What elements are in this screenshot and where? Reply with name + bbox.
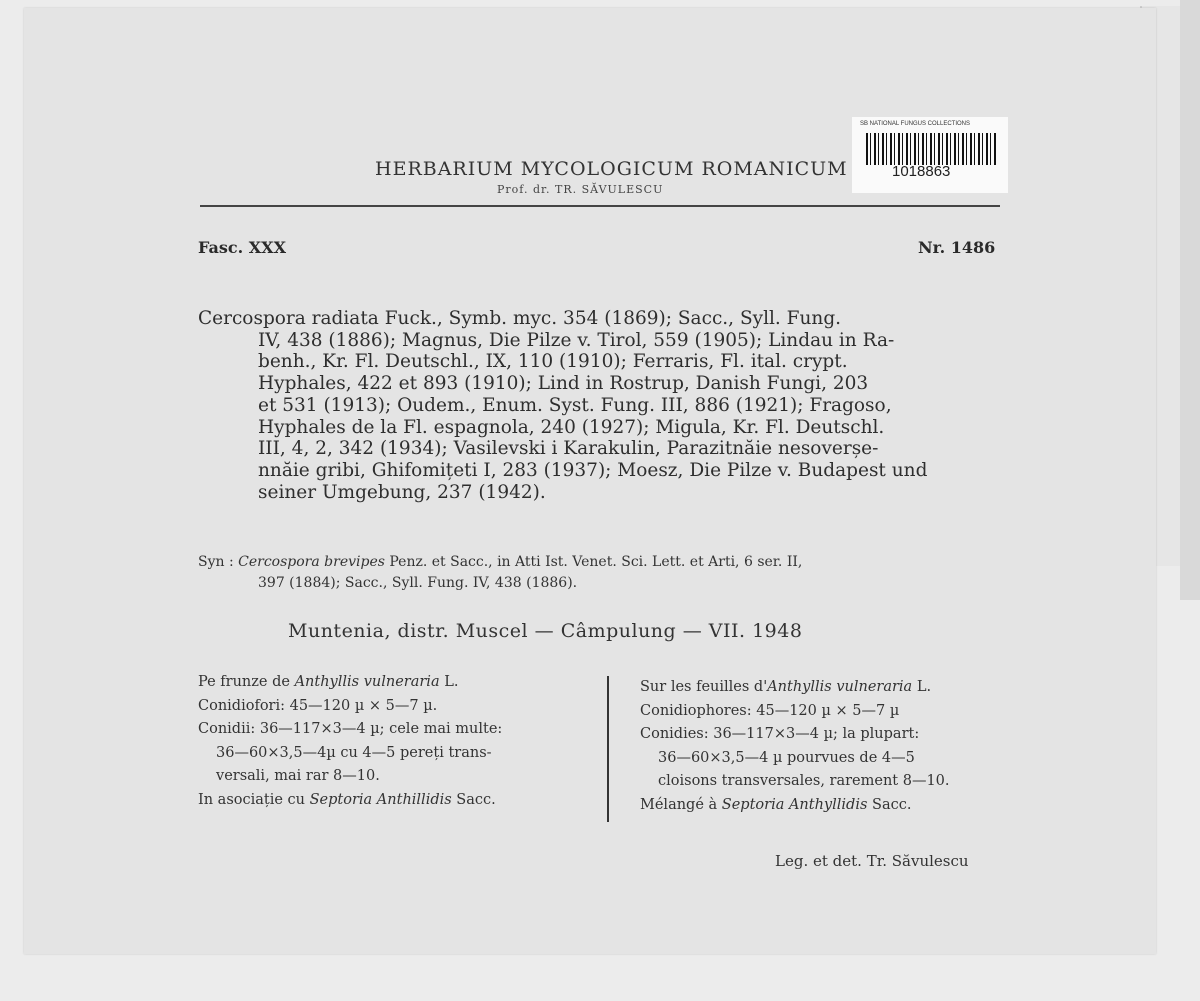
ro-conidia-line-2: 36—60×3,5—4µ cu 4—5 pereți trans- (216, 744, 492, 761)
collection-locality: Muntenia, distr. Muscel — Câmpulung — VII. 1948 (288, 620, 803, 642)
synonym-label: Syn : (198, 554, 234, 570)
fr-conidia-line-3: cloisons transversales, rarement 8—10. (658, 773, 950, 789)
species-citation (198, 308, 1010, 503)
barcode-number: 1018863 (892, 163, 951, 180)
synonym-block (198, 552, 1010, 594)
citation-line-7: III, 4, 2, 342 (1934); Vasilevski i Karakulin, Parazitnăie nesoverșe- (258, 438, 879, 460)
fr-conidia-line: Conidies: 36—117×3—4 µ; la plupart: (640, 726, 920, 742)
french-description (640, 676, 950, 817)
citation-line-6: Hyphales de la Fl. espagnola, 240 (1927); Migula, Kr. Fl. Deutschl. (258, 416, 885, 438)
romanian-description (198, 671, 502, 812)
ro-association-line: In asociație cu Septoria Anthillidis Sacc. (198, 791, 496, 808)
ro-conidia-line-3: versali, mai rar 8—10. (216, 768, 380, 784)
species-name: Cercospora radiata (198, 308, 379, 329)
fr-association-line: Mélangé à Septoria Anthyllidis Sacc. (640, 796, 912, 813)
specimen-number: Nr. 1486 (918, 238, 996, 257)
citation-line-9: seiner Umgebung, 237 (1942). (258, 481, 546, 503)
fr-host-line: Sur les feuilles d'Anthyllis vulneraria L. (640, 679, 932, 695)
collector-credit: Leg. et det. Tr. Săvulescu (775, 852, 969, 870)
fr-conidiophores-line: Conidiophores: 45—120 µ × 5—7 µ (640, 702, 900, 719)
header-divider (200, 205, 1000, 207)
ro-host-line: Pe frunze de Anthyllis vulneraria L. (198, 674, 459, 690)
synonym-name: Cercospora brevipes (238, 554, 385, 570)
ro-conidiophores-line: Conidiofori: 45—120 µ × 5—7 µ. (198, 697, 438, 714)
barcode-caption: SB NATIONAL FUNGUS COLLECTIONS (860, 121, 971, 127)
barcode-icon (866, 133, 996, 165)
fascicle-label: Fasc. XXX (198, 238, 286, 257)
fr-conidia-line-2: 36—60×3,5—4 µ pourvues de 4—5 (658, 749, 915, 766)
citation-line-5: et 531 (1913); Oudem., Enum. Syst. Fung. III, 886 (1921); Fragoso, (258, 394, 892, 416)
synonym-line-2: 397 (1884); Sacc., Syll. Fung. IV, 438 (1886). (258, 575, 578, 591)
citation-line-8: nnăie gribi, Ghifomițeti I, 283 (1937); Moesz, Die Pilze v. Budapest und (258, 459, 928, 481)
column-divider (607, 676, 609, 822)
herbarium-title: HERBARIUM MYCOLOGICUM ROMANICUM (375, 158, 848, 180)
herbarium-subtitle: Prof. dr. TR. SĂVULESCU (497, 183, 664, 196)
underlying-sheet-edge (1180, 0, 1200, 600)
citation-line-4: Hyphales, 422 et 893 (1910); Lind in Rostrup, Danish Fungi, 203 (258, 373, 869, 395)
ro-conidia-line: Conidii: 36—117×3—4 µ; cele mai multe: (198, 721, 503, 737)
citation-line-2: IV, 438 (1886); Magnus, Die Pilze v. Tirol, 559 (1905); Lindau in Ra- (258, 329, 895, 351)
citation-line-3: benh., Kr. Fl. Deutschl., IX, 110 (1910); Ferraris, Fl. ital. crypt. (258, 351, 848, 373)
synonym-line-1: Syn : Cercospora brevipes Penz. et Sacc., in Atti Ist. Venet. Sci. Lett. et Arti, 6 ser. II, (198, 554, 803, 570)
citation-line-1: Cercospora radiata Fuck., Symb. myc. 354 (1869); Sacc., Syll. Fung. (198, 308, 842, 329)
